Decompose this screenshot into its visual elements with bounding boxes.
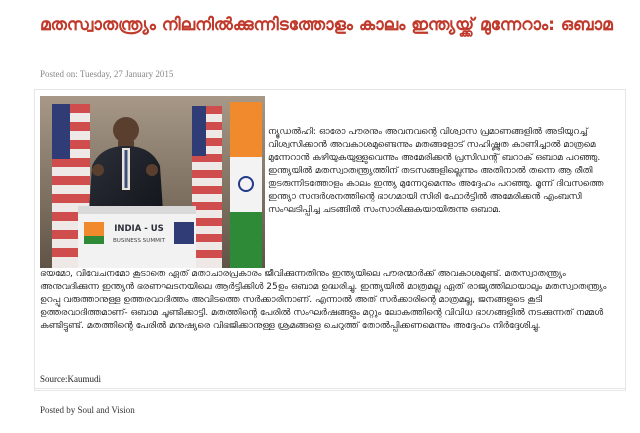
posted-by-text: Posted by Soul and Vision bbox=[40, 405, 135, 415]
posted-on-date: Posted on: Tuesday, 27 January 2015 bbox=[40, 69, 174, 79]
article-paragraph-1: ന്യൂഡൽഹി: ഓരോ പൗരനും അവനവന്റെ വിശ്വാസ പ്രമാണങ്ങളിൽ അടിയുറച്ച് വിശ്വസിക്കാൻ അവകാശമുണ്ടെന്നും മതങ്ങളോട് സഹിഷ്ണുത കാണിച്ചാൽ മാത്രമെ മുന്നേറാൻ കഴിയുകയുള്ളുവെന്നും അമേരിക്കൻ പ്രസിഡന്റ് ബറാക് ഒബാമ പറഞ്ഞു. ഇന്ത്യയിൽ മതസ്വാതന്ത്ര്യത്തിന് തടസങ്ങളില്ലെന്നും അതിനാൽ തന്നെ ആ രീതി തുടരുന്നിടത്തോളം കാലം ഇന്ത്യ മുന്നേറുമെന്നും അദ്ദേഹം പറഞ്ഞു. മൂന്ന് ദിവസത്തെ ഇന്ത്യാ സന്ദർശനത്തിന്റെ ഭാഗമായി സിരി ഫോർട്ടിൽ അമേരിക്കൻ എംബസി സംഘടിപ്പിച്ച ചടങ്ങിൽ സംസാരിക്കുകയായിരുന്നു ഒബാമ. bbox=[268, 127, 604, 215]
article-body-part1 bbox=[268, 126, 618, 225]
divider bbox=[35, 388, 625, 389]
posted-by bbox=[40, 405, 135, 415]
source-credit: Source:Kaumudi bbox=[40, 374, 101, 384]
podium-sub-text: BUSINESS SUMMIT bbox=[112, 238, 166, 244]
post-title[interactable]: മതസ്വാതന്ത്ര്യം നിലനിൽക്കുന്നിടത്തോളം കാലം ഇന്ത്യയ്ക്ക് മുന്നേറാം: ഒബാമ bbox=[40, 15, 613, 35]
obama-photo bbox=[40, 96, 265, 268]
article-paragraph-2: ഭയമോ, വിവേചനമോ കൂടാതെ ഏത് മതാചാരപ്രകാരം ജീവിക്കുന്നതിനും ഇന്ത്യയിലെ പൗരന്മാർക്ക് അവകാശമുണ്ട്. മതസ്വാതന്ത്ര്യം അനുവദിക്കുന്ന ഇന്ത്യൻ ഭരണഘടനയിലെ ആർട്ടിക്കിൾ 25ഉം ഒബാമ ഉദ്ധരിച്ചു. ഇന്ത്യയിൽ മാത്രമല്ല ഏത് രാജ്യത്തിലായാലും മതസ്വാതന്ത്ര്യം ഉറപ്പു വരുത്താനുള്ള ഉത്തരവാദിത്തം അവിടത്തെ സർക്കാരിനാണ്. എന്നാൽ അത് സർക്കാരിന്റെ മാത്രമല്ല, ജനങ്ങളുടെ കൂടി ഉത്തരവാദിത്തമാണ്- ഒബാമ ചൂണ്ടിക്കാട്ടി. മതത്തിന്റെ പേരിൽ സംഘർഷങ്ങളും മറ്റും ലോകത്തിന്റെ വിവിധ ഭാഗങ്ങളിൽ നടക്കുന്നത് നമ്മൾ കണ്ടിട്ടുണ്ട്. മതത്തിന്റെ പേരിൽ മനുഷ്യരെ വിഭജിക്കാനുള്ള ശ്രമങ്ങളെ ചെറുത്ത് തോൽപ്പിക്കണമെന്നും അദ്ദേഹം നിർദ്ദേശിച്ചു. bbox=[40, 269, 607, 331]
podium-brand-text: INDIA - US bbox=[114, 224, 164, 234]
obama-speech-image bbox=[40, 96, 265, 268]
article-body-part2 bbox=[40, 268, 616, 341]
